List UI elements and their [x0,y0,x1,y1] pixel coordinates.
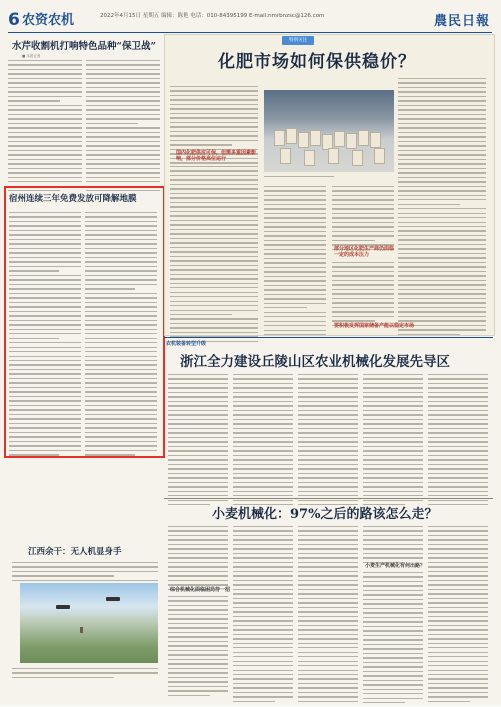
text-column [363,374,423,509]
drone-icon [56,605,70,609]
text-column [332,262,394,329]
text-column [398,78,486,338]
header-meta: 2022年4月15日 星期五 编辑：陈艳 电话：010-84395199 E-mail:nmrbnzsc@126.com [100,13,325,19]
article-title-wheat: 小麦机械化：97%之后的路该怎么走？ [212,507,438,522]
drone-icon [106,597,120,601]
text-column [363,572,423,707]
photo-caption [264,176,334,180]
page-number: 6 [8,10,20,30]
feature-title: 化肥市场如何保供稳价？ [218,52,416,72]
drone-field-photo [20,583,158,663]
text-column [428,374,488,509]
text-column [298,374,358,509]
text-column [168,374,228,509]
text-column [233,374,293,509]
text-column [428,526,488,705]
masthead-logo: 農民日報 [433,14,490,29]
article-title-water-celery: 水芹收割机打响特色品种“保卫战” [12,41,156,52]
text-column [298,526,358,705]
byline: ■ 本报记者 [22,54,41,58]
text-column [168,596,228,699]
article-title-drone: 江西余干：无人机显身手 [28,547,122,557]
farmer-figure [80,627,83,633]
text-column [170,166,258,345]
section-title: 农资农机 [22,13,75,28]
text-column [233,526,293,705]
text-column [86,60,160,195]
page-header [8,10,492,33]
text-column [332,186,394,253]
text-column [8,60,82,195]
text-column [363,526,423,566]
fertilizer-warehouse-photo [264,90,394,172]
text-column [168,526,228,593]
photo-caption [12,668,158,681]
text-column [12,562,158,584]
text-column [264,186,326,338]
feature-ribbon: 特别关注 [282,36,314,45]
text-column [9,212,81,459]
feature-subhead: 部分地区化肥生产商仍面临一定的成本压力 [334,246,395,258]
section-divider [164,498,493,499]
article-title-mulch-film: 宿州连续三年免费发放可降解地膜 [9,194,137,204]
section-divider [164,337,493,338]
lower-subhead: 小麦生产机械化有何出路？ [365,563,426,569]
feature-subhead: 国内化肥供应可保，但需多重因素影响，部分价格高位运行 [176,150,257,162]
feature-subhead: 要积极发挥国家储备产能以稳定市场 [334,323,415,329]
text-column [85,212,157,459]
section-banner: 农机装备转型升级 [166,341,207,347]
article-title-zhejiang: 浙江全力建设丘陵山区农业机械化发展先导区 [180,354,450,370]
lower-subhead: 综合机械化面临困局待一招 [170,587,231,593]
